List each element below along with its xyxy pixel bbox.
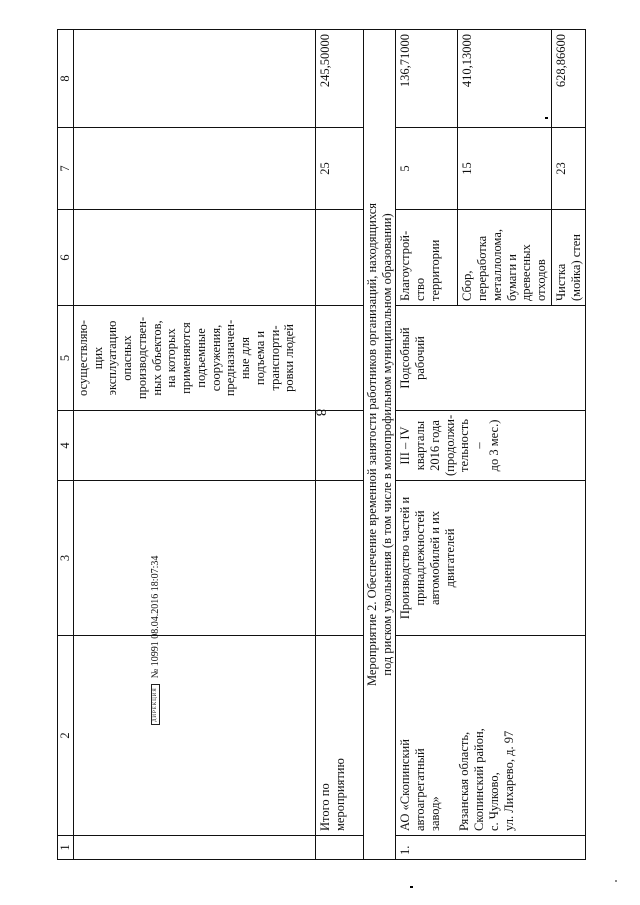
col-num-3: 3 <box>58 481 74 636</box>
col-num-2: 2 <box>58 636 74 836</box>
work-sum-2: 410,13000 <box>458 30 552 128</box>
total-count: 25 <box>315 128 363 210</box>
col-num-5: 5 <box>58 306 74 411</box>
total-sum: 245,50000 <box>315 30 363 128</box>
entry-activity: Производство частей и принадлежностей автомобилей и их двигателей <box>396 481 586 636</box>
total-label: Итого по мероприятию <box>315 636 363 836</box>
continuation-profession: осуществляю- щих эксплуатацию опасных производствен- ных объектов, на которых применяются подъемные сооружения, предназначен- ные для подъема и транспорти- ровки людей <box>73 306 315 411</box>
entry-profession: Подсобный рабочий <box>396 306 586 411</box>
work-sum-1: 136,71000 <box>396 30 458 128</box>
entry-number: 1. <box>396 836 586 860</box>
entry-organization: АО «Скопинский автоагрегатный завод» Рязанская область, Скопинский район, с. Чулково, ул. Лихарево, д. 97 <box>396 636 586 836</box>
scan-speck <box>615 880 617 882</box>
work-name-2: Сбор, переработка металлолома, бумаги и древесных отходов <box>458 210 552 306</box>
scan-speck <box>410 886 413 888</box>
work-name-3: Чистка (мойка) стен <box>551 210 586 306</box>
col-num-7: 7 <box>58 128 74 210</box>
registration-number: № 10991 08.04.2016 18:07:34 <box>150 555 161 679</box>
section-row <box>363 30 396 860</box>
registration-footer <box>150 556 161 725</box>
col-num-1: 1 <box>58 836 74 860</box>
continuation-row <box>73 30 315 860</box>
work-sum-3: 628,86600 <box>551 30 586 128</box>
registry-stamp: ДИРЕКЦИЯ <box>151 684 160 725</box>
work-count-3: 23 <box>551 128 586 210</box>
col-num-8: 8 <box>58 30 74 128</box>
column-number-row <box>58 30 74 860</box>
work-count-2: 15 <box>458 128 552 210</box>
page-number: 8 <box>312 408 329 417</box>
entry-period: III – IV кварталы 2016 года (продолжи- тельность – до 3 мес.) <box>396 411 586 481</box>
work-name-1: Благоустрой- ство территории <box>396 210 458 306</box>
rotated-table-container <box>57 30 583 860</box>
events-table <box>57 29 586 860</box>
scan-speck <box>545 117 548 119</box>
col-num-4: 4 <box>58 411 74 481</box>
entry-row-1 <box>396 30 458 860</box>
col-num-6: 6 <box>58 210 74 306</box>
section-title: Мероприятие 2. Обеспечение временной занятости работников организаций, находящихся под риском увольнения (в том числе в монопрофильном муниципальном образовании) <box>363 30 396 860</box>
total-row <box>315 30 363 860</box>
work-count-1: 5 <box>396 128 458 210</box>
